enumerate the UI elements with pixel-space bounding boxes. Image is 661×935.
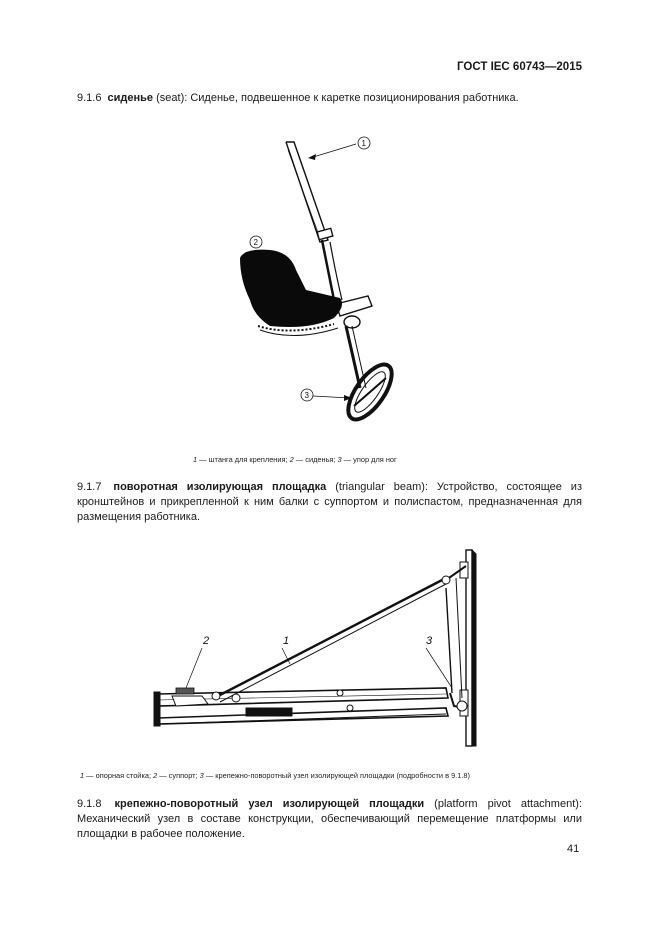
triangular-beam-figure (150, 548, 490, 758)
callout-2 (186, 635, 209, 688)
callout-3 (301, 389, 352, 401)
term: поворотная изолирующая площадка (113, 481, 327, 493)
caption-text: — крепежно-поворотный узел изолирующей площадки (подробности в 9.1.8) (203, 771, 470, 780)
callout-label: 3 (304, 391, 309, 400)
caption-text: — упор для ног (341, 455, 397, 464)
caption-key: 1 (80, 771, 85, 780)
definition: : Устройство, состоящее из кронштейнов и прикрепленной к ним балки с суппортом и полиспастом, предназначенная для размещения работника. (77, 481, 582, 523)
section-9-1-8 (77, 797, 582, 842)
caption-text: — сиденья; (293, 455, 338, 464)
caption-key: 2 (153, 771, 158, 780)
definition: : Сиденье, подвешенное к каретке позиционирования работника. (184, 92, 519, 104)
callout-2 (250, 236, 262, 248)
section-9-1-6 (77, 91, 582, 106)
caption-key: 3 (199, 771, 204, 780)
caption-text: — суппорт; (157, 771, 200, 780)
carriage (172, 688, 208, 706)
callout-label: 1 (361, 139, 366, 148)
caption-text: — опорная стойка; (84, 771, 154, 780)
definition: : Механический узел в составе конструкции, обеспечивающий перемещение платформы или площадки в рабочее положение. (77, 798, 582, 840)
beam (154, 688, 448, 726)
section-9-1-7 (77, 480, 582, 525)
term: сиденье (107, 92, 154, 104)
callout-label: 3 (426, 635, 433, 647)
caption-key: 2 (289, 455, 294, 464)
seat-figure (230, 130, 410, 430)
term-english: (triangular beam) (335, 481, 425, 493)
term-english: (platform pivot attachment) (434, 798, 579, 810)
callout-label: 2 (253, 238, 258, 247)
callout-label: 2 (203, 635, 210, 647)
caption-key: 1 (193, 455, 198, 464)
mounting-pole (286, 142, 372, 388)
section-number: 9.1.8 (77, 798, 102, 810)
support-post (460, 550, 476, 746)
footrest (340, 358, 400, 426)
callout-3 (426, 635, 452, 688)
caption-text: — штанга для крепления; (197, 455, 290, 464)
callout-label: 1 (283, 635, 290, 647)
term-english: (seat) (156, 92, 185, 104)
figure2-caption (80, 771, 580, 780)
document-header: ГОСТ IEC 60743—2015 (457, 61, 582, 73)
figure1-caption (193, 455, 453, 464)
term: крепежно-поворотный узел изолирующей площадки (114, 798, 425, 810)
section-number: 9.1.7 (77, 481, 102, 493)
callout-1 (308, 137, 370, 160)
section-number: 9.1.6 (77, 92, 102, 104)
caption-key: 3 (337, 455, 342, 464)
page-number: 41 (567, 843, 580, 855)
